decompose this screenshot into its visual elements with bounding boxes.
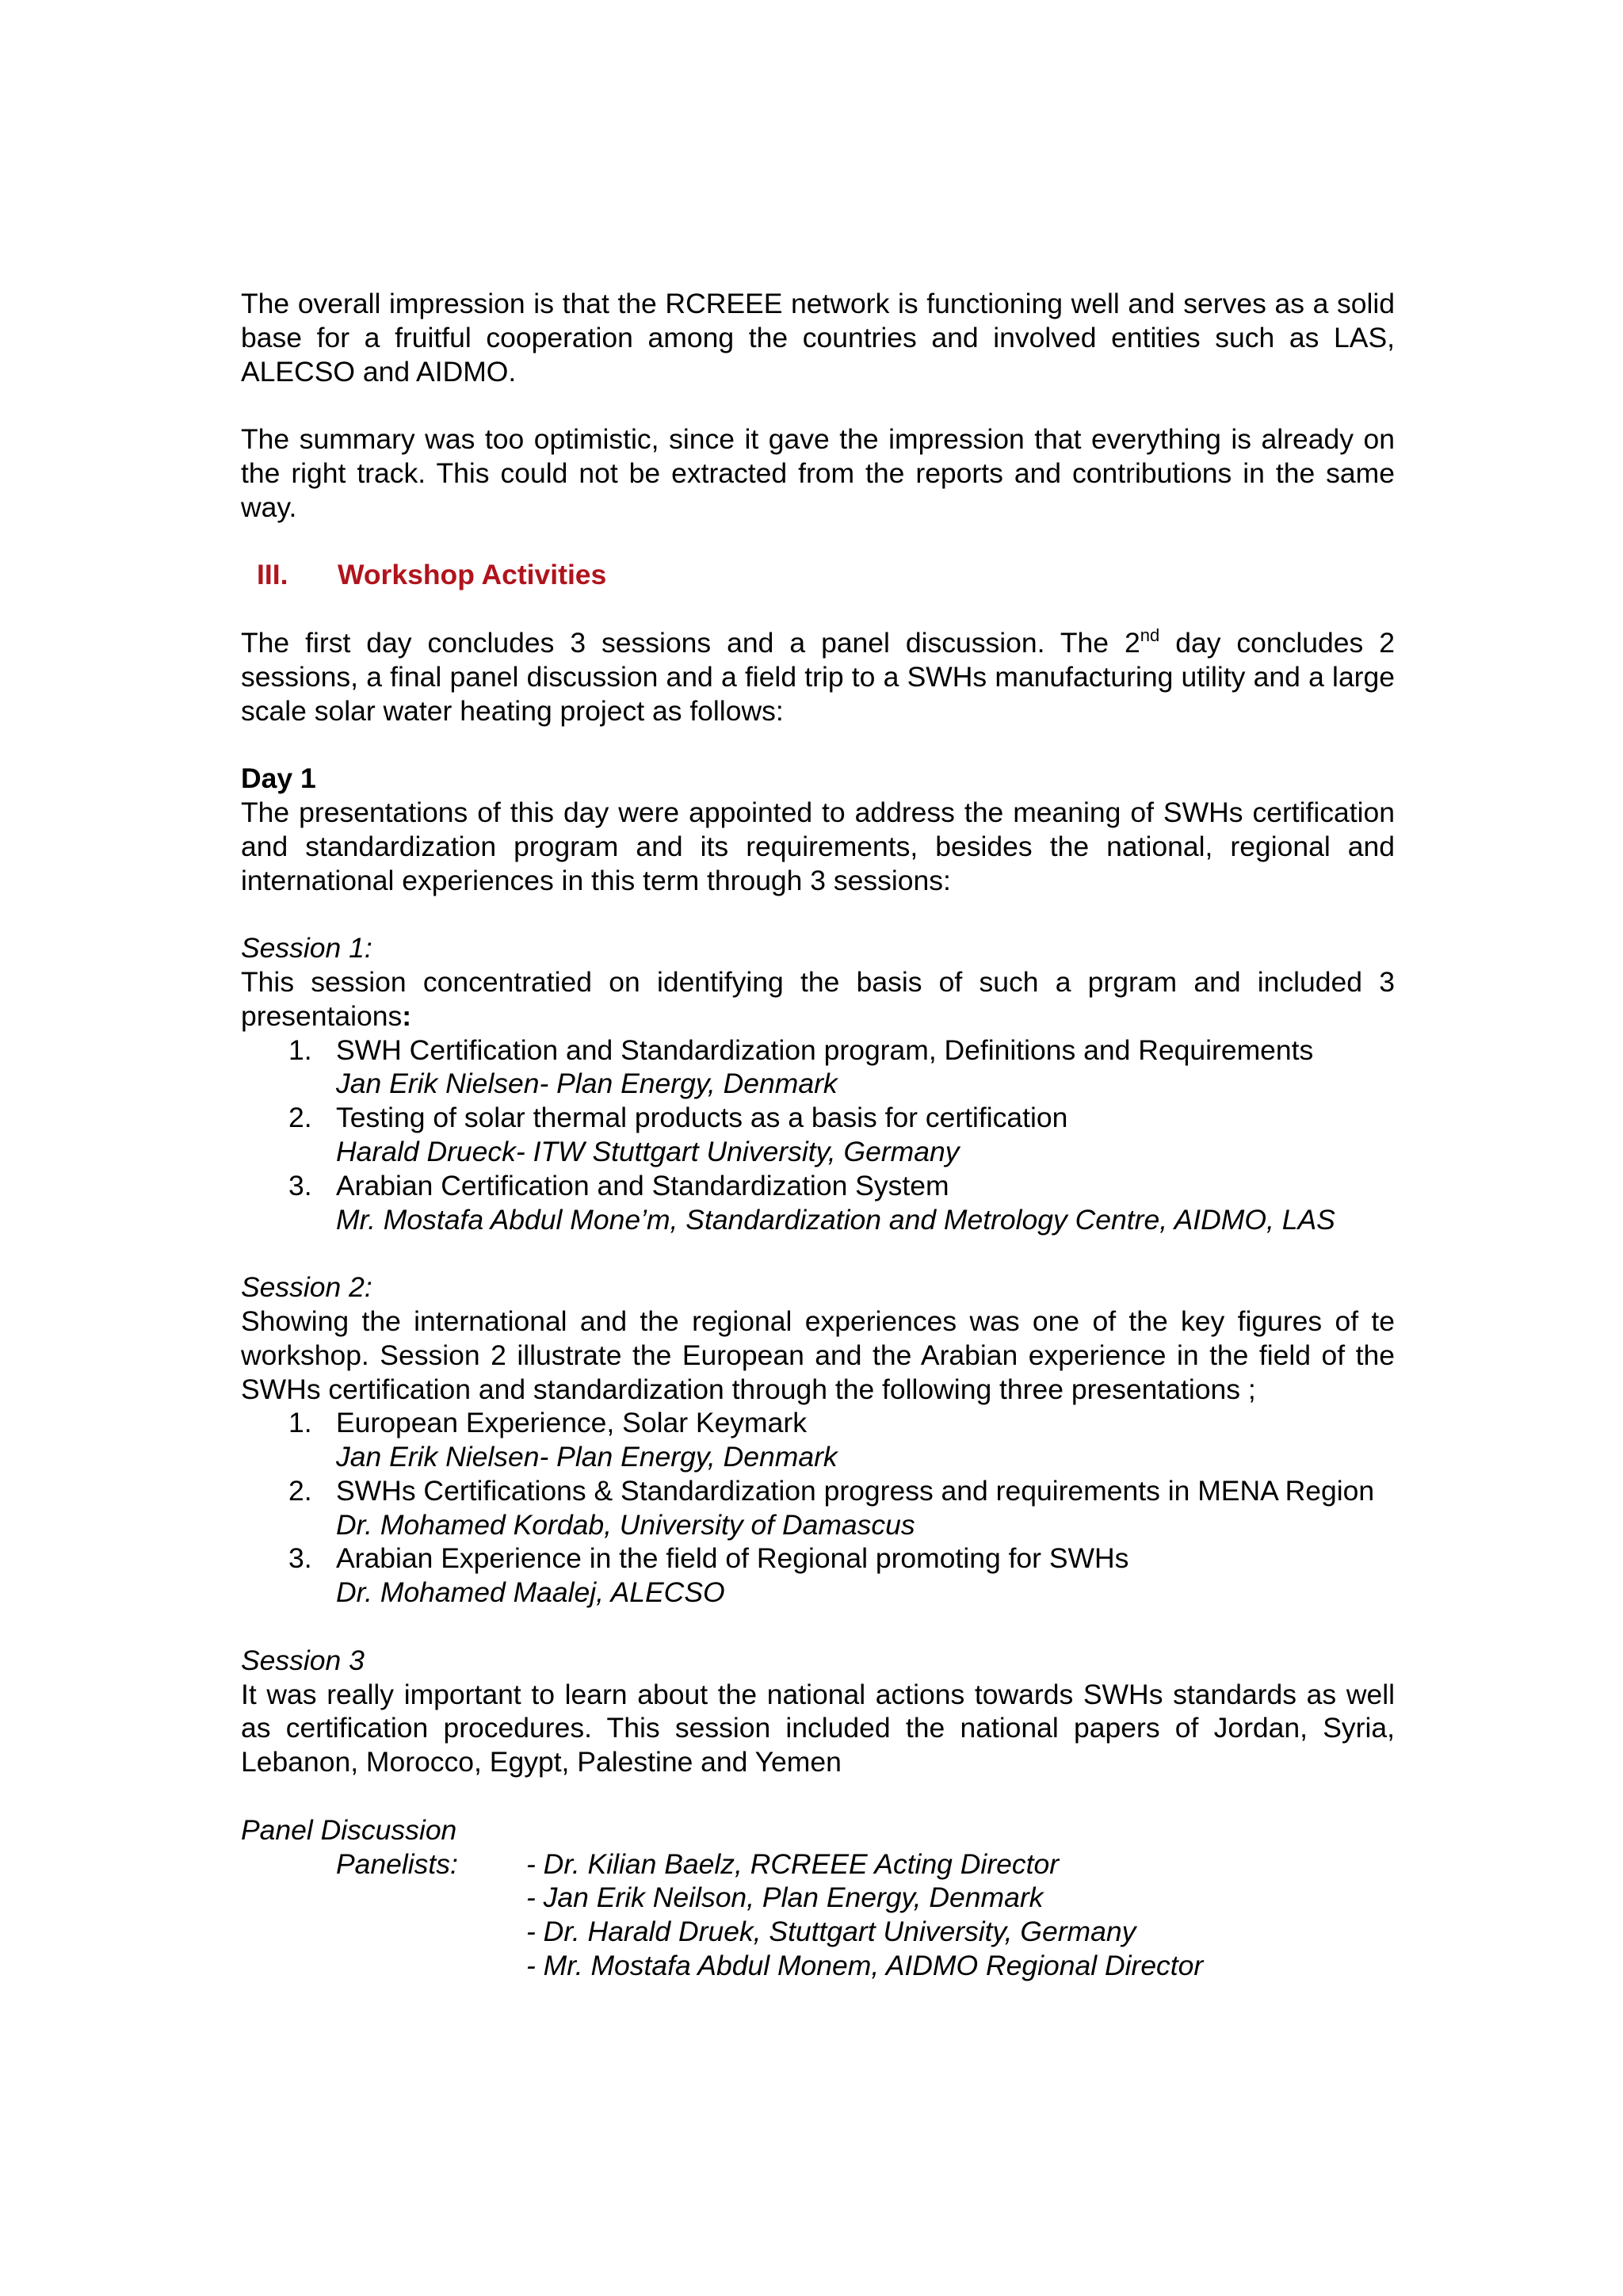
presenter-name: Jan Erik Nielsen- Plan Energy, Denmark [336, 1441, 838, 1473]
presenter-name: Harald Drueck- ITW Stuttgart University, Germany [336, 1135, 960, 1167]
presentation-title: Testing of solar thermal products as a basis for certification [336, 1102, 1068, 1134]
list-item-number: 2. [288, 1102, 312, 1134]
panelist-item: - Mr. Mostafa Abdul Monem, AIDMO Regional Director [526, 1950, 1204, 1982]
intro-superscript: nd [1140, 625, 1160, 645]
page-content [241, 287, 1395, 1983]
list-item-number: 1. [288, 1407, 312, 1439]
section-title: Workshop Activities [338, 559, 607, 591]
session1-text-colon: : [402, 999, 412, 1032]
day1-title: Day 1 [241, 762, 316, 795]
panelist-item: - Dr. Kilian Baelz, RCREEE Acting Director [526, 1847, 1060, 1880]
list-item-number: 3. [288, 1542, 312, 1575]
session1-presentation-list [241, 1033, 1395, 1237]
panel-discussion-title: Panel Discussion [241, 1813, 457, 1846]
session2-presentation-list [241, 1406, 1395, 1610]
list-item [241, 1541, 1395, 1610]
list-item [241, 1406, 1395, 1474]
session1-text-main: This session concentratied on identifying the basis of such a prgram and included 3 presentaions [241, 965, 1395, 1032]
presentation-title: SWHs Certifications & Standardization progress and requirements in MENA Region [336, 1474, 1375, 1507]
presenter-name: Dr. Mohamed Kordab, University of Damascus [336, 1508, 915, 1541]
paragraph-intro [241, 626, 1395, 728]
presentation-title: European Experience, Solar Keymark [336, 1407, 807, 1439]
panelist-item: - Dr. Harald Druek, Stuttgart University, Germany [526, 1916, 1136, 1948]
session3-title: Session 3 [241, 1644, 365, 1676]
day1-text: The presentations of this day were appointed to address the meaning of SWHs certification and standardization program and its requirements, besides the national, regional and international experiences in this term through 3 sessions: [241, 796, 1395, 896]
presenter-name: Mr. Mostafa Abdul Mone’m, Standardization and Metrology Centre, AIDMO, LAS [336, 1203, 1335, 1236]
list-item [241, 1474, 1395, 1542]
session3-text: It was really important to learn about the national actions towards SWHs standards as well as certification procedures. This session included the national papers of Jordan, Syria, Lebanon, Morocco, Egypt, Palestine and Yemen [241, 1678, 1395, 1778]
session2-title: Session 2: [241, 1271, 372, 1304]
paragraph-summary: The summary was too optimistic, since it gave the impression that everything is already on the right track. This could not be extracted from the reports and contributions in the same way. [241, 423, 1395, 523]
presenter-name: Dr. Mohamed Maalej, ALECSO [336, 1576, 725, 1609]
session1-title: Session 1: [241, 932, 372, 965]
list-item [241, 1169, 1395, 1237]
list-item [241, 1033, 1395, 1102]
list-item-number: 3. [288, 1169, 312, 1201]
presentation-title: Arabian Certification and Standardization System [336, 1169, 949, 1201]
list-item [241, 1101, 1395, 1169]
section-heading-workshop-activities [241, 558, 1395, 592]
session2-text: Showing the international and the regional experiences was one of the key figures of te workshop. Session 2 illustrate the European and the Arabian experience in the field of the SWHs certification and standardization through the following three presentations ; [241, 1305, 1395, 1405]
paragraph-overall-impression: The overall impression is that the RCREEE network is functioning well and serves as a solid base for a fruitful cooperation among the countries and involved entities such as LAS, ALECSO and AIDMO. [241, 288, 1395, 388]
panelists-block [241, 1847, 1395, 1983]
panelists-list [526, 1847, 1203, 1983]
list-item-number: 2. [288, 1474, 312, 1507]
intro-text-part1: The first day concludes 3 sessions and a panel discussion. The 2 [241, 626, 1140, 659]
session1-text [241, 965, 1395, 1033]
list-item-number: 1. [288, 1033, 312, 1066]
section-number: III. [257, 559, 288, 591]
intro-text-part2: day concludes 2 sessions, a final panel discussion and a field trip to a SWHs manufacturing utility and a large scale solar water heating project as follows: [241, 626, 1395, 727]
presentation-title: SWH Certification and Standardization program, Definitions and Requirements [336, 1033, 1314, 1066]
panelist-item: - Jan Erik Neilson, Plan Energy, Denmark [526, 1881, 1044, 1914]
presenter-name: Jan Erik Nielsen- Plan Energy, Denmark [336, 1068, 838, 1100]
presentation-title: Arabian Experience in the field of Regional promoting for SWHs [336, 1542, 1129, 1575]
panelists-label: Panelists: [336, 1847, 458, 1880]
